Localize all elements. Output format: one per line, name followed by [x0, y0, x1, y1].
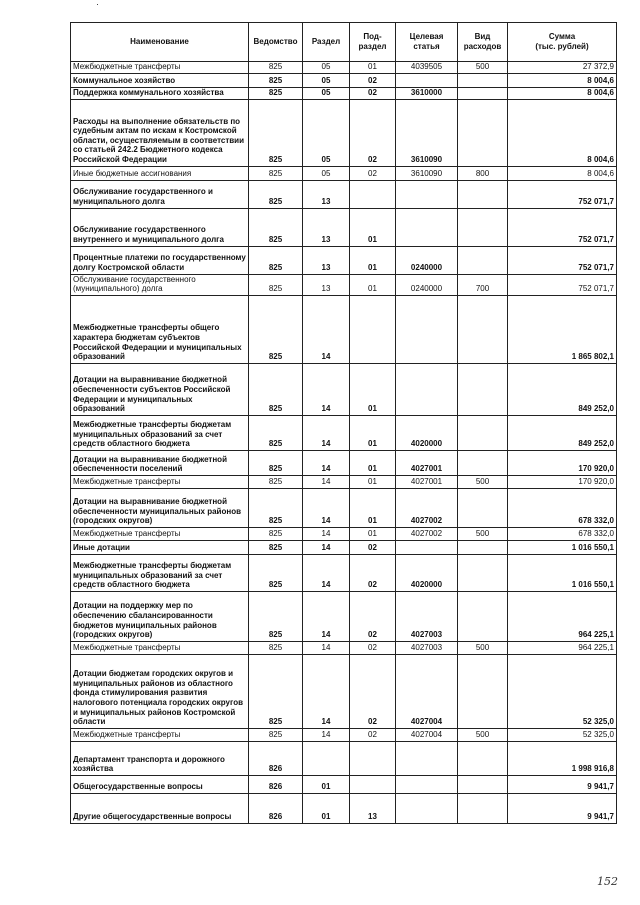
table-row — [71, 591, 617, 641]
cell-target: 4027004 — [396, 654, 458, 728]
cell-vid — [458, 180, 508, 208]
cell-name: Процентные платежи по государственному долгу Костромской области — [71, 246, 249, 274]
cell-name: Дотации бюджетам городских округов и муниципальных районов из областного фонда стимулирования развития налогового потенциала городских округов и муниципальных районов Костромской области — [71, 654, 249, 728]
table-row — [71, 527, 617, 540]
table-row — [71, 488, 617, 527]
table-row — [71, 99, 617, 166]
cell-target — [396, 73, 458, 87]
cell-razdel: 14 — [303, 488, 350, 527]
cell-name: Обслуживание государственного и муниципального долга — [71, 180, 249, 208]
header-vedomstvo: Ведомство — [249, 23, 303, 62]
cell-razdel — [303, 741, 350, 775]
cell-razdel: 01 — [303, 793, 350, 823]
cell-podrazdel: 01 — [350, 274, 396, 295]
table-row — [71, 274, 617, 295]
cell-sum: 8 004,6 — [508, 87, 617, 99]
cell-target — [396, 741, 458, 775]
table-row — [71, 208, 617, 246]
cell-vedomstvo: 826 — [249, 793, 303, 823]
cell-target: 0240000 — [396, 246, 458, 274]
budget-table — [70, 22, 617, 824]
cell-vedomstvo: 825 — [249, 540, 303, 554]
header-vid: Вид расходов — [458, 23, 508, 62]
cell-vid — [458, 654, 508, 728]
cell-vid: 500 — [458, 527, 508, 540]
table-row — [71, 246, 617, 274]
cell-razdel: 14 — [303, 554, 350, 591]
cell-razdel: 14 — [303, 540, 350, 554]
table-row — [71, 295, 617, 363]
cell-sum: 27 372,9 — [508, 62, 617, 74]
cell-target: 4027003 — [396, 641, 458, 654]
cell-name: Поддержка коммунального хозяйства — [71, 87, 249, 99]
cell-sum: 1 998 916,8 — [508, 741, 617, 775]
cell-name: Другие общегосударственные вопросы — [71, 793, 249, 823]
cell-podrazdel — [350, 180, 396, 208]
cell-sum: 170 920,0 — [508, 450, 617, 475]
cell-vedomstvo: 825 — [249, 208, 303, 246]
cell-vedomstvo: 825 — [249, 591, 303, 641]
cell-target: 4027003 — [396, 591, 458, 641]
cell-podrazdel — [350, 775, 396, 793]
table-row — [71, 654, 617, 728]
cell-name: Дотации на выравнивание бюджетной обеспеченности субъектов Российской Федерации и муниципальных образований — [71, 363, 249, 415]
cell-sum: 678 332,0 — [508, 488, 617, 527]
table-row — [71, 775, 617, 793]
cell-razdel: 14 — [303, 654, 350, 728]
table-row — [71, 180, 617, 208]
table-row — [71, 415, 617, 450]
cell-vedomstvo: 825 — [249, 246, 303, 274]
cell-vid: 500 — [458, 475, 508, 488]
cell-sum: 1 016 550,1 — [508, 540, 617, 554]
cell-podrazdel: 01 — [350, 246, 396, 274]
cell-target: 3610000 — [396, 87, 458, 99]
cell-vid — [458, 554, 508, 591]
header-podrazdel: Под- раздел — [350, 23, 396, 62]
cell-vid — [458, 246, 508, 274]
cell-sum: 752 071,7 — [508, 208, 617, 246]
cell-razdel: 13 — [303, 246, 350, 274]
table-row — [71, 450, 617, 475]
cell-sum: 8 004,6 — [508, 73, 617, 87]
cell-razdel: 14 — [303, 728, 350, 741]
cell-sum: 849 252,0 — [508, 415, 617, 450]
cell-name: Обслуживание государственного (муниципального) долга — [71, 274, 249, 295]
cell-vedomstvo: 825 — [249, 641, 303, 654]
cell-name: Иные бюджетные ассигнования — [71, 166, 249, 180]
cell-podrazdel: 02 — [350, 641, 396, 654]
cell-podrazdel — [350, 295, 396, 363]
cell-podrazdel: 02 — [350, 654, 396, 728]
cell-name: Межбюджетные трансферты — [71, 475, 249, 488]
table-row — [71, 62, 617, 74]
cell-sum: 964 225,1 — [508, 591, 617, 641]
cell-vid: 700 — [458, 274, 508, 295]
cell-razdel: 05 — [303, 62, 350, 74]
cell-podrazdel: 01 — [350, 415, 396, 450]
cell-sum: 52 325,0 — [508, 728, 617, 741]
cell-vid — [458, 73, 508, 87]
cell-razdel: 14 — [303, 363, 350, 415]
cell-vedomstvo: 825 — [249, 87, 303, 99]
cell-vedomstvo: 826 — [249, 741, 303, 775]
cell-target — [396, 775, 458, 793]
cell-name: Межбюджетные трансферты — [71, 641, 249, 654]
cell-name: Дотации на выравнивание бюджетной обеспеченности поселений — [71, 450, 249, 475]
cell-vid: 800 — [458, 166, 508, 180]
cell-target: 4027002 — [396, 527, 458, 540]
cell-name: Расходы на выполнение обязательств по судебным актам по искам к Костромской области, осуществляемым в соответствии со статьей 242.2 Бюджетного кодекса Российской Федерации — [71, 99, 249, 166]
cell-vid — [458, 415, 508, 450]
cell-vedomstvo: 825 — [249, 654, 303, 728]
cell-podrazdel: 01 — [350, 527, 396, 540]
cell-razdel: 14 — [303, 295, 350, 363]
cell-vedomstvo: 825 — [249, 728, 303, 741]
cell-razdel: 01 — [303, 775, 350, 793]
cell-razdel: 14 — [303, 591, 350, 641]
cell-name: Межбюджетные трансферты — [71, 527, 249, 540]
cell-target: 4027001 — [396, 450, 458, 475]
cell-target: 4027001 — [396, 475, 458, 488]
cell-podrazdel: 02 — [350, 166, 396, 180]
cell-vid — [458, 793, 508, 823]
cell-vedomstvo: 825 — [249, 99, 303, 166]
cell-name: Общегосударственные вопросы — [71, 775, 249, 793]
cell-vid — [458, 87, 508, 99]
cell-vedomstvo: 825 — [249, 363, 303, 415]
table-row — [71, 540, 617, 554]
page-number: 152 — [597, 875, 618, 888]
cell-razdel: 05 — [303, 166, 350, 180]
cell-vedomstvo: 825 — [249, 554, 303, 591]
cell-target — [396, 208, 458, 246]
cell-target: 4039505 — [396, 62, 458, 74]
cell-vid: 500 — [458, 641, 508, 654]
cell-podrazdel: 01 — [350, 62, 396, 74]
cell-sum: 678 332,0 — [508, 527, 617, 540]
cell-podrazdel: 02 — [350, 87, 396, 99]
cell-vedomstvo: 825 — [249, 295, 303, 363]
table-header-row — [71, 23, 617, 62]
cell-target: 4027002 — [396, 488, 458, 527]
cell-vid — [458, 591, 508, 641]
cell-vedomstvo: 825 — [249, 450, 303, 475]
cell-razdel: 14 — [303, 450, 350, 475]
cell-podrazdel: 02 — [350, 73, 396, 87]
cell-razdel: 13 — [303, 208, 350, 246]
table-row — [71, 475, 617, 488]
cell-sum: 170 920,0 — [508, 475, 617, 488]
table-row — [71, 641, 617, 654]
header-target: Целевая статья — [396, 23, 458, 62]
cell-podrazdel: 01 — [350, 363, 396, 415]
cell-sum: 52 325,0 — [508, 654, 617, 728]
cell-name: Дотации на выравнивание бюджетной обеспеченности муниципальных районов (городских округов) — [71, 488, 249, 527]
cell-vid — [458, 99, 508, 166]
cell-podrazdel: 01 — [350, 488, 396, 527]
cell-name: Иные дотации — [71, 540, 249, 554]
cell-sum: 9 941,7 — [508, 793, 617, 823]
cell-vedomstvo: 826 — [249, 775, 303, 793]
cell-vid — [458, 208, 508, 246]
cell-vedomstvo: 825 — [249, 180, 303, 208]
table-row — [71, 554, 617, 591]
cell-target: 4020000 — [396, 415, 458, 450]
table-row — [71, 166, 617, 180]
cell-vid: 500 — [458, 728, 508, 741]
cell-razdel: 05 — [303, 87, 350, 99]
table-row — [71, 793, 617, 823]
cell-vedomstvo: 825 — [249, 475, 303, 488]
cell-vid — [458, 741, 508, 775]
scan-speck — [97, 4, 98, 5]
cell-razdel: 14 — [303, 415, 350, 450]
cell-podrazdel: 02 — [350, 728, 396, 741]
table-row — [71, 741, 617, 775]
cell-vid — [458, 540, 508, 554]
cell-podrazdel: 01 — [350, 450, 396, 475]
cell-name: Межбюджетные трансферты бюджетам муниципальных образований за счет средств областного бюджета — [71, 415, 249, 450]
cell-name: Коммунальное хозяйство — [71, 73, 249, 87]
cell-podrazdel: 02 — [350, 540, 396, 554]
cell-vedomstvo: 825 — [249, 274, 303, 295]
cell-razdel: 14 — [303, 475, 350, 488]
cell-sum: 752 071,7 — [508, 274, 617, 295]
cell-target — [396, 295, 458, 363]
cell-target: 3610090 — [396, 166, 458, 180]
cell-name: Дотации на поддержку мер по обеспечению сбалансированности бюджетов муниципальных районов (городских округов) — [71, 591, 249, 641]
cell-sum: 752 071,7 — [508, 180, 617, 208]
header-razdel: Раздел — [303, 23, 350, 62]
cell-vedomstvo: 825 — [249, 62, 303, 74]
cell-target — [396, 180, 458, 208]
cell-podrazdel: 01 — [350, 475, 396, 488]
table-row — [71, 73, 617, 87]
cell-razdel: 14 — [303, 527, 350, 540]
header-name: Наименование — [71, 23, 249, 62]
cell-razdel: 05 — [303, 99, 350, 166]
cell-vedomstvo: 825 — [249, 527, 303, 540]
cell-target: 0240000 — [396, 274, 458, 295]
cell-podrazdel — [350, 741, 396, 775]
cell-vid — [458, 295, 508, 363]
table-row — [71, 728, 617, 741]
cell-sum: 964 225,1 — [508, 641, 617, 654]
cell-target — [396, 540, 458, 554]
header-sum: Сумма (тыс. рублей) — [508, 23, 617, 62]
cell-name: Департамент транспорта и дорожного хозяйства — [71, 741, 249, 775]
cell-podrazdel: 02 — [350, 99, 396, 166]
cell-sum: 9 941,7 — [508, 775, 617, 793]
cell-sum: 8 004,6 — [508, 99, 617, 166]
cell-podrazdel: 02 — [350, 554, 396, 591]
cell-vedomstvo: 825 — [249, 166, 303, 180]
cell-vedomstvo: 825 — [249, 488, 303, 527]
cell-razdel: 05 — [303, 73, 350, 87]
cell-target: 3610090 — [396, 99, 458, 166]
cell-vid — [458, 450, 508, 475]
cell-vedomstvo: 825 — [249, 73, 303, 87]
cell-vid — [458, 363, 508, 415]
cell-target: 4027004 — [396, 728, 458, 741]
cell-podrazdel: 02 — [350, 591, 396, 641]
cell-vedomstvo: 825 — [249, 415, 303, 450]
cell-vid: 500 — [458, 62, 508, 74]
cell-target: 4020000 — [396, 554, 458, 591]
cell-razdel: 14 — [303, 641, 350, 654]
cell-sum: 752 071,7 — [508, 246, 617, 274]
cell-target — [396, 793, 458, 823]
table-row — [71, 87, 617, 99]
cell-sum: 1 016 550,1 — [508, 554, 617, 591]
cell-name: Обслуживание государственного внутреннего и муниципального долга — [71, 208, 249, 246]
cell-vid — [458, 488, 508, 527]
cell-sum: 849 252,0 — [508, 363, 617, 415]
cell-razdel: 13 — [303, 274, 350, 295]
cell-name: Межбюджетные трансферты бюджетам муниципальных образований за счет средств областного бюджета — [71, 554, 249, 591]
cell-name: Межбюджетные трансферты — [71, 62, 249, 74]
cell-podrazdel: 13 — [350, 793, 396, 823]
cell-sum: 1 865 802,1 — [508, 295, 617, 363]
cell-razdel: 13 — [303, 180, 350, 208]
cell-podrazdel: 01 — [350, 208, 396, 246]
table-row — [71, 363, 617, 415]
table-body — [71, 62, 617, 824]
cell-sum: 8 004,6 — [508, 166, 617, 180]
cell-name: Межбюджетные трансферты общего характера бюджетам субъектов Российской Федерации и муниципальных образований — [71, 295, 249, 363]
cell-target — [396, 363, 458, 415]
cell-name: Межбюджетные трансферты — [71, 728, 249, 741]
cell-vid — [458, 775, 508, 793]
